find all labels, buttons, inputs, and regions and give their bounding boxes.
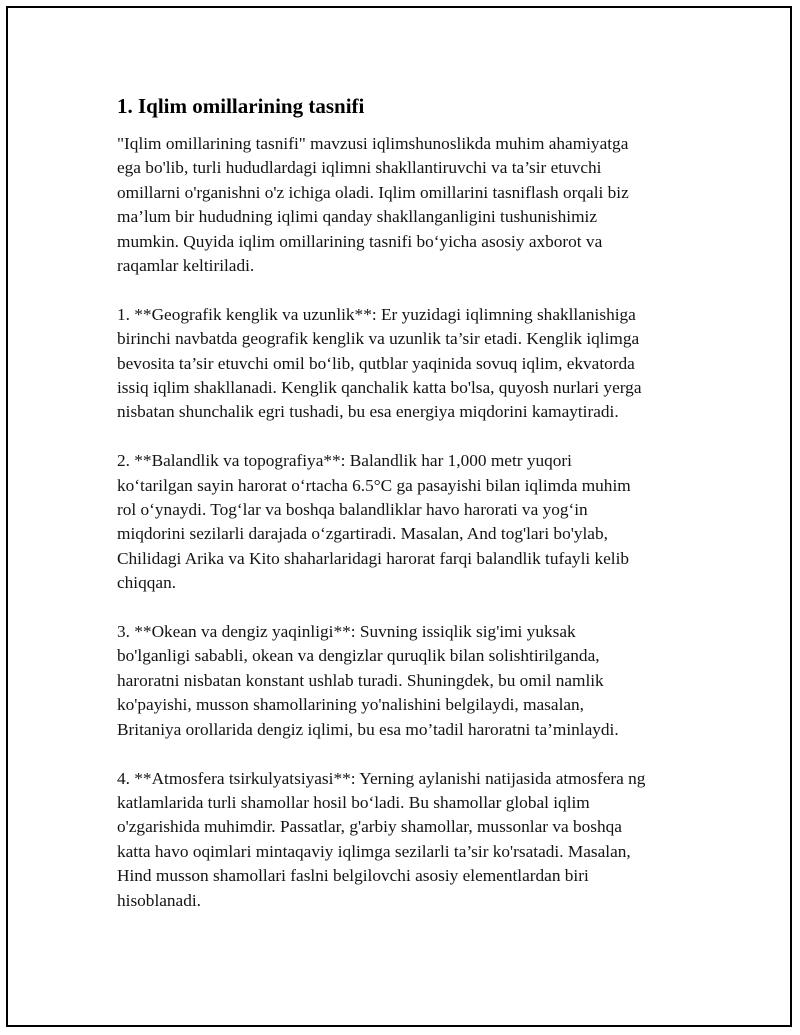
document-body <box>117 92 677 937</box>
paragraph-item-2 <box>117 449 677 595</box>
text-line: omillarni o'rganishni o'z ichiga oladi. Iqlim omillarini tasniflash orqali biz <box>117 182 629 202</box>
text-line: rol o‘ynaydi. Tog‘lar va boshqa balandliklar havo harorati va yog‘in <box>117 500 588 520</box>
text-line: ko'payishi, musson shamollarining yo'nalishini belgilaydi, masalan, <box>117 695 585 715</box>
text-line: haroratni nisbatan konstant ushlab turadi. Shuningdek, bu omil namlik <box>117 670 604 690</box>
text-line: chiqqan. <box>117 573 177 593</box>
text-line: katta havo oqimlari mintaqaviy iqlimga sezilarli ta’sir ko'rsatadi. Masalan, <box>117 841 631 861</box>
text-line: "Iqlim omillarining tasnifi" mavzusi iqlimshunoslikda muhim ahamiyatga <box>117 134 629 153</box>
text-line: 3. **Okean va dengiz yaqinligi**: Suvning issiqlik sig'imi yuksak <box>117 622 576 642</box>
text-line: ega bo'lib, turli hududlardagi iqlimni shakllantiruvchi va ta’sir etuvchi <box>117 158 602 178</box>
text-line: o'zgarishida muhimdir. Passatlar, g'arbiy shamollar, mussonlar va boshqa <box>117 817 622 837</box>
text-line: 2. **Balandlik va topografiya**: Balandlik har 1,000 metr yuqori <box>117 451 572 471</box>
text-line: Chilidagi Arika va Kito shaharlaridagi harorat farqi balandlik tufayli kelib <box>117 548 630 568</box>
text-line: raqamlar keltiriladi. <box>117 256 255 276</box>
paragraph-intro <box>117 132 677 278</box>
text-line: ko‘tarilgan sayin harorat o‘rtacha 6.5°C ga pasayishi bilan iqlimda muhim <box>117 475 631 495</box>
paragraph-item-1 <box>117 303 677 425</box>
text-line: 4. **Atmosfera tsirkulyatsiyasi**: Yerning aylanishi natijasida atmosfera ng <box>117 768 646 788</box>
text-line: nisbatan shunchalik egri tushadi, bu esa energiya miqdorini kamaytiradi. <box>117 402 619 422</box>
text-line: bo'lganligi sababli, okean va dengizlar quruqlik bilan solishtirilganda, <box>117 646 600 666</box>
document-title: 1. Iqlim omillarining tasnifi <box>117 94 365 118</box>
text-line: hisoblanadi. <box>117 890 201 910</box>
text-line: Hind musson shamollari faslni belgilovchi asosiy elementlardan biri <box>117 866 589 886</box>
text-line: katlamlarida turli shamollar hosil bo‘ladi. Bu shamollar global iqlim <box>117 792 590 812</box>
text-line: bevosita ta’sir etuvchi omil bo‘lib, qutblar yaqinida sovuq iqlim, ekvatorda <box>117 353 635 373</box>
paragraph-item-3 <box>117 620 677 742</box>
text-line: 1. **Geografik kenglik va uzunlik**: Er yuzidagi iqlimning shakllanishiga <box>117 304 636 324</box>
text-line: Britaniya orollarida dengiz iqlimi, bu esa mo’tadil haroratni ta’minlaydi. <box>117 719 619 739</box>
paragraph-item-4 <box>117 767 677 913</box>
text-line: miqdorini sezilarli darajada o‘zgartiradi. Masalan, And tog'lari bo'ylab, <box>117 524 608 544</box>
text-line: birinchi navbatda geografik kenglik va uzunlik ta’sir etadi. Kenglik iqlimga <box>117 329 640 349</box>
text-line: mumkin. Quyida iqlim omillarining tasnifi bo‘yicha asosiy axborot va <box>117 231 603 251</box>
text-line: issiq iqlim shakllanadi. Kenglik qanchalik katta bo'lsa, quyosh nurlari yerga <box>117 378 642 398</box>
text-line: ma’lum bir hududning iqlimi qanday shakllanganligini tushunishimiz <box>117 207 597 227</box>
